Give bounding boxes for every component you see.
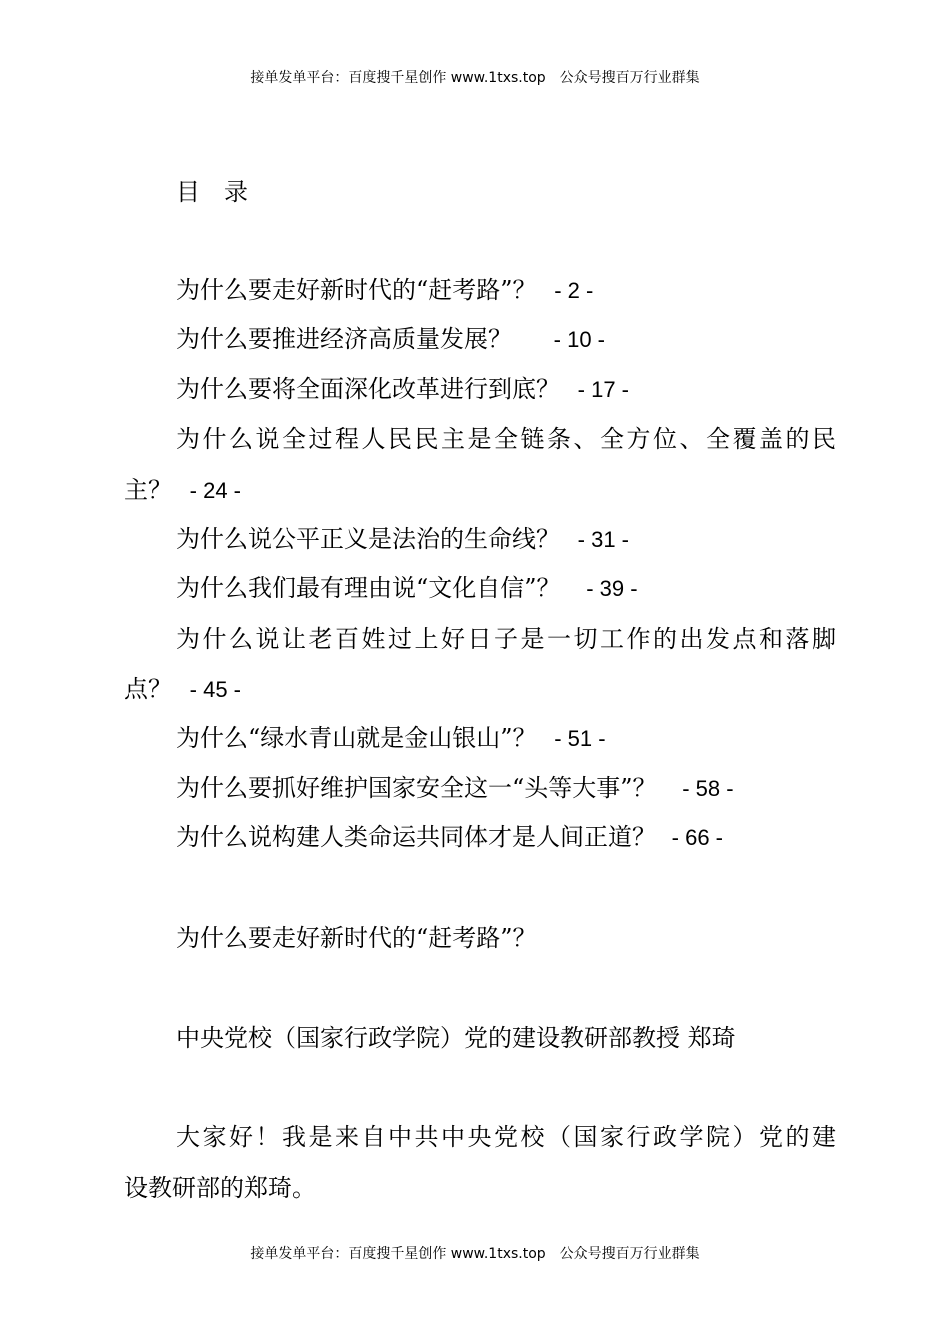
toc-entry-title: 为什么我们最有理由说“文化自信”？ (176, 574, 561, 602)
toc-entry[interactable] (176, 373, 836, 406)
toc-entry-page: - 51 - (554, 726, 606, 751)
toc-entry-page: - 24 - (189, 478, 241, 503)
toc-entry-title: 为什么要将全面深化改革进行到底？ (176, 375, 560, 403)
article-title: 为什么要走好新时代的“赶考路”？ (176, 924, 537, 952)
page-header: 接单发单平台：百度搜千星创作 www.1txs.top 公众号搜百万行业群集 (250, 70, 700, 86)
toc-entry-page: - 2 - (554, 278, 594, 303)
toc-entry-line2[interactable] (124, 474, 836, 507)
paragraph-line: 设教研部的郑琦。 (124, 1174, 316, 1202)
toc-entry-line2[interactable] (124, 673, 836, 706)
toc-entry[interactable] (176, 323, 836, 356)
toc-entry[interactable] (176, 523, 836, 556)
toc-entry[interactable] (176, 572, 836, 605)
toc-entry-page: - 17 - (577, 377, 629, 402)
toc-entry-page: - 39 - (586, 576, 638, 601)
paragraph-line: 大家好！我是来自中共中央党校（国家行政学院）党的建 (176, 1123, 836, 1151)
toc-entry[interactable] (176, 821, 836, 854)
toc-entry-page: - 58 - (682, 776, 734, 801)
article-author: 中央党校（国家行政学院）党的建设教研部教授 郑琦 (176, 1024, 736, 1052)
toc-entry[interactable] (176, 274, 836, 307)
toc-entry-title: 主？ (124, 476, 172, 504)
toc-entry-title: 为什么要推进经济高质量发展？ (176, 325, 512, 353)
toc-entry-title: 为什么说构建人类命运共同体才是人间正道？ (176, 823, 656, 851)
toc-entry-title: 为什么要抓好维护国家安全这一“头等大事”？ (176, 774, 657, 802)
toc-entry-title: 为什么说公平正义是法治的生命线？ (176, 525, 560, 553)
toc-entry-page: - 10 - (553, 327, 605, 352)
toc-entry[interactable] (176, 722, 836, 755)
toc-entry-line1[interactable]: 为什么说全过程人民民主是全链条、全方位、全覆盖的民 (176, 425, 836, 453)
toc-entry-title: 点？ (124, 675, 172, 703)
toc-entry-page: - 31 - (577, 527, 629, 552)
toc-entry-page: - 66 - (671, 825, 723, 850)
toc-entry-page: - 45 - (189, 677, 241, 702)
toc-entry[interactable] (176, 772, 836, 805)
toc-entry-title: 为什么要走好新时代的“赶考路”？ (176, 276, 537, 304)
page-footer: 接单发单平台：百度搜千星创作 www.1txs.top 公众号搜百万行业群集 (250, 1246, 700, 1262)
toc-entry-line1[interactable]: 为什么说让老百姓过上好日子是一切工作的出发点和落脚 (176, 625, 836, 653)
toc-title: 目 录 (176, 178, 248, 206)
toc-entry-title: 为什么“绿水青山就是金山银山”？ (176, 724, 537, 752)
